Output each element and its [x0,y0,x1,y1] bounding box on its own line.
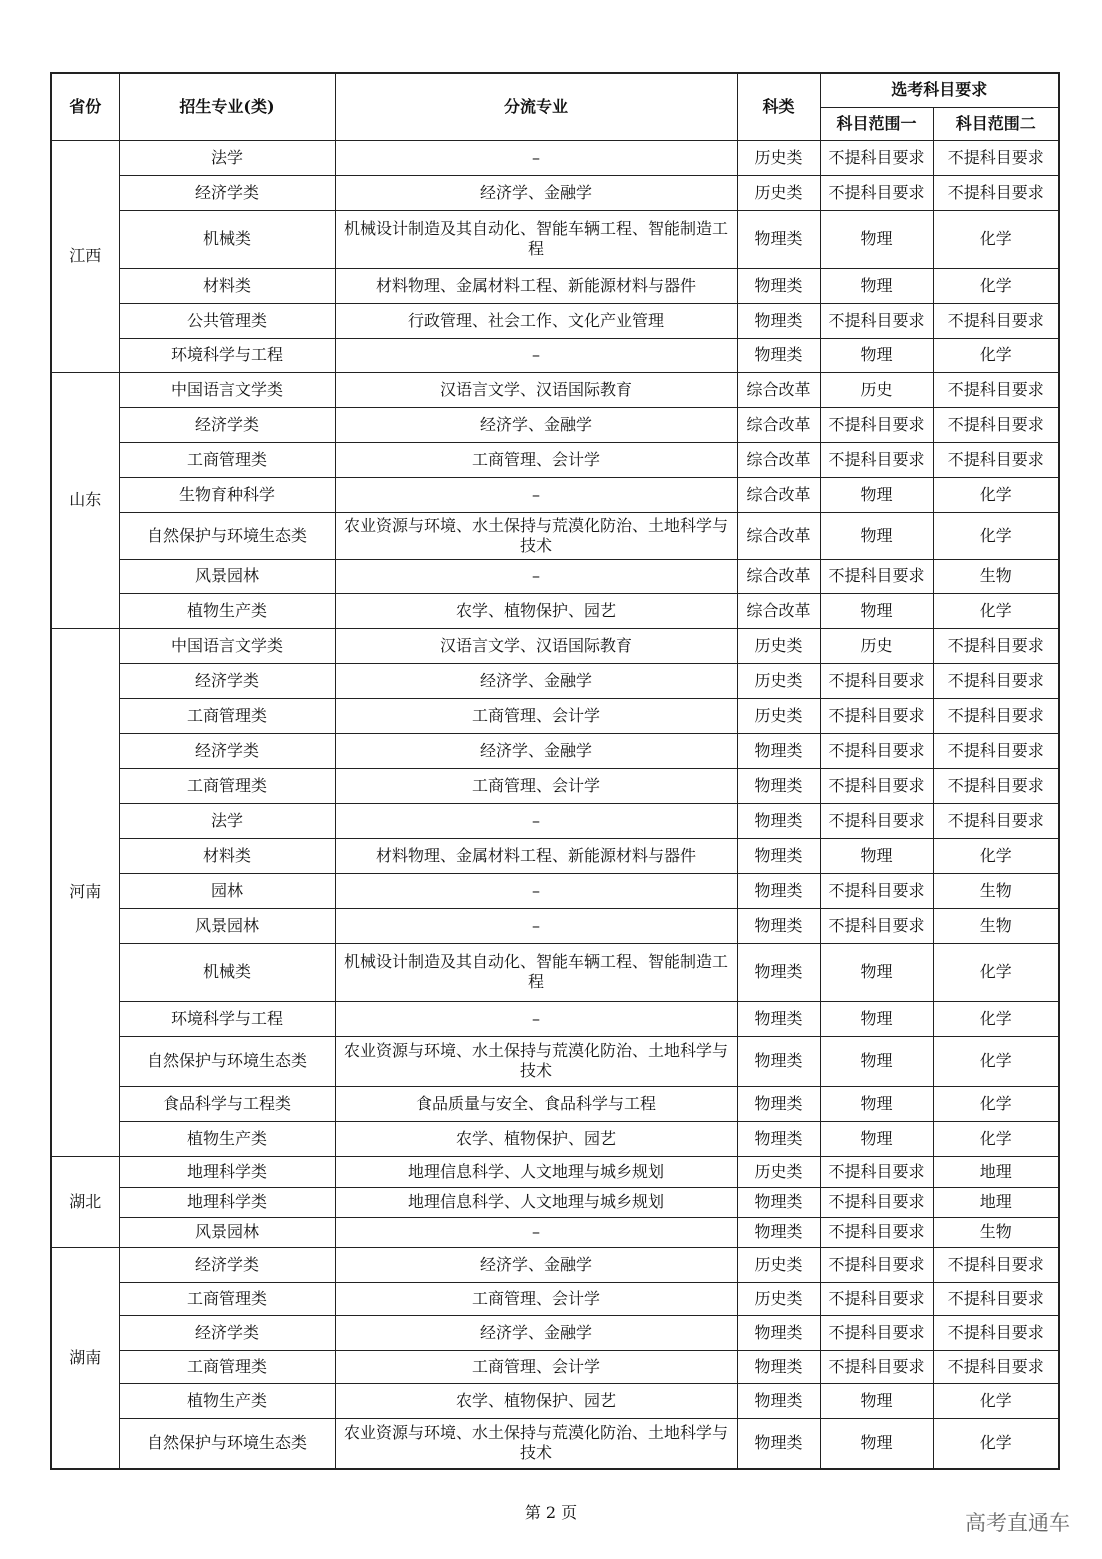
table-row [51,1036,1059,1086]
table-row [51,1086,1059,1121]
table-row [51,175,1059,210]
range-one-cell: 物理 [820,1383,933,1418]
category-cell: 历史类 [737,1282,820,1315]
admission-requirements-table [50,72,1060,1470]
range-one-cell: 不提科目要求 [820,1187,933,1217]
table-row [51,338,1059,372]
branch-cell: 地理信息科学、人文地理与城乡规划 [335,1156,737,1187]
major-cell: 法学 [119,140,335,175]
category-cell: 历史类 [737,140,820,175]
range-two-cell: 化学 [933,593,1059,628]
header-branch: 分流专业 [335,73,737,140]
province-cell: 湖南 [51,1247,119,1469]
category-cell: 综合改革 [737,512,820,559]
header-subject-group: 选考科目要求 [820,73,1059,107]
range-one-cell: 物理 [820,838,933,873]
header-category: 科类 [737,73,820,140]
range-one-cell: 不提科目要求 [820,407,933,442]
branch-cell: – [335,1217,737,1247]
major-cell: 风景园林 [119,908,335,943]
table-row [51,698,1059,733]
branch-cell: – [335,803,737,838]
range-one-cell: 不提科目要求 [820,698,933,733]
branch-cell: 行政管理、社会工作、文化产业管理 [335,303,737,338]
major-cell: 风景园林 [119,1217,335,1247]
major-cell: 地理科学类 [119,1187,335,1217]
table-row [51,593,1059,628]
major-cell: 环境科学与工程 [119,338,335,372]
table-row [51,140,1059,175]
range-two-cell: 不提科目要求 [933,698,1059,733]
range-two-cell: 生物 [933,1217,1059,1247]
major-cell: 工商管理类 [119,698,335,733]
major-cell: 工商管理类 [119,1282,335,1315]
branch-cell: 经济学、金融学 [335,1315,737,1350]
category-cell: 物理类 [737,943,820,1001]
major-cell: 机械类 [119,210,335,268]
range-two-cell: 不提科目要求 [933,372,1059,407]
category-cell: 综合改革 [737,407,820,442]
range-two-cell: 不提科目要求 [933,1315,1059,1350]
range-one-cell: 物理 [820,477,933,512]
major-cell: 环境科学与工程 [119,1001,335,1036]
table-row [51,1187,1059,1217]
major-cell: 食品科学与工程类 [119,1086,335,1121]
province-cell: 江西 [51,140,119,372]
category-cell: 物理类 [737,908,820,943]
branch-cell: 地理信息科学、人文地理与城乡规划 [335,1187,737,1217]
category-cell: 历史类 [737,663,820,698]
major-cell: 自然保护与环境生态类 [119,1036,335,1086]
range-one-cell: 不提科目要求 [820,442,933,477]
category-cell: 综合改革 [737,477,820,512]
range-two-cell: 不提科目要求 [933,407,1059,442]
header-major: 招生专业(类) [119,73,335,140]
table-row [51,210,1059,268]
category-cell: 物理类 [737,1086,820,1121]
category-cell: 综合改革 [737,559,820,593]
major-cell: 生物育种科学 [119,477,335,512]
range-two-cell: 化学 [933,268,1059,303]
major-cell: 公共管理类 [119,303,335,338]
branch-cell: 农业资源与环境、水土保持与荒漠化防治、土地科学与技术 [335,512,737,559]
range-one-cell: 物理 [820,1036,933,1086]
range-two-cell: 化学 [933,1121,1059,1156]
table-row [51,908,1059,943]
range-two-cell: 化学 [933,1036,1059,1086]
range-one-cell: 不提科目要求 [820,873,933,908]
major-cell: 植物生产类 [119,1121,335,1156]
category-cell: 历史类 [737,628,820,663]
range-one-cell: 物理 [820,268,933,303]
header-range-one: 科目范围一 [820,107,933,140]
table-row [51,1217,1059,1247]
major-cell: 法学 [119,803,335,838]
category-cell: 物理类 [737,1383,820,1418]
table-row [51,1350,1059,1383]
branch-cell: – [335,140,737,175]
major-cell: 植物生产类 [119,593,335,628]
table-row [51,442,1059,477]
range-one-cell: 不提科目要求 [820,1350,933,1383]
branch-cell: – [335,873,737,908]
table-row [51,303,1059,338]
range-two-cell: 不提科目要求 [933,140,1059,175]
header-range-two: 科目范围二 [933,107,1059,140]
branch-cell: – [335,559,737,593]
branch-cell: 工商管理、会计学 [335,442,737,477]
range-two-cell: 不提科目要求 [933,1282,1059,1315]
range-one-cell: 物理 [820,210,933,268]
range-one-cell: 历史 [820,628,933,663]
branch-cell: 工商管理、会计学 [335,1282,737,1315]
branch-cell: 经济学、金融学 [335,407,737,442]
branch-cell: 汉语言文学、汉语国际教育 [335,372,737,407]
major-cell: 材料类 [119,838,335,873]
category-cell: 物理类 [737,303,820,338]
range-two-cell: 不提科目要求 [933,175,1059,210]
range-two-cell: 生物 [933,873,1059,908]
category-cell: 物理类 [737,1121,820,1156]
range-two-cell: 地理 [933,1187,1059,1217]
branch-cell: 食品质量与安全、食品科学与工程 [335,1086,737,1121]
range-one-cell: 物理 [820,943,933,1001]
table-row [51,268,1059,303]
major-cell: 中国语言文学类 [119,628,335,663]
range-one-cell: 物理 [820,1001,933,1036]
range-one-cell: 不提科目要求 [820,559,933,593]
range-two-cell: 不提科目要求 [933,733,1059,768]
range-one-cell: 不提科目要求 [820,908,933,943]
range-one-cell: 物理 [820,1418,933,1469]
major-cell: 材料类 [119,268,335,303]
range-one-cell: 不提科目要求 [820,1282,933,1315]
major-cell: 经济学类 [119,1247,335,1282]
branch-cell: 农业资源与环境、水土保持与荒漠化防治、土地科学与技术 [335,1418,737,1469]
major-cell: 地理科学类 [119,1156,335,1187]
table-row [51,803,1059,838]
range-two-cell: 化学 [933,338,1059,372]
range-one-cell: 不提科目要求 [820,1217,933,1247]
range-one-cell: 物理 [820,1086,933,1121]
category-cell: 历史类 [737,1156,820,1187]
table-row [51,628,1059,663]
branch-cell: 农业资源与环境、水土保持与荒漠化防治、土地科学与技术 [335,1036,737,1086]
range-one-cell: 不提科目要求 [820,1247,933,1282]
table-row [51,663,1059,698]
header-province: 省份 [51,73,119,140]
major-cell: 工商管理类 [119,1350,335,1383]
range-one-cell: 物理 [820,512,933,559]
table-row [51,768,1059,803]
range-two-cell: 化学 [933,838,1059,873]
major-cell: 植物生产类 [119,1383,335,1418]
category-cell: 物理类 [737,1315,820,1350]
range-two-cell: 不提科目要求 [933,628,1059,663]
major-cell: 中国语言文学类 [119,372,335,407]
province-cell: 河南 [51,628,119,1156]
table-row [51,559,1059,593]
category-cell: 物理类 [737,1217,820,1247]
branch-cell: 经济学、金融学 [335,175,737,210]
category-cell: 物理类 [737,338,820,372]
table-row [51,943,1059,1001]
range-two-cell: 化学 [933,943,1059,1001]
branch-cell: 材料物理、金属材料工程、新能源材料与器件 [335,268,737,303]
table-row [51,733,1059,768]
range-two-cell: 不提科目要求 [933,803,1059,838]
range-one-cell: 不提科目要求 [820,803,933,838]
table-row [51,838,1059,873]
category-cell: 物理类 [737,1036,820,1086]
range-one-cell: 物理 [820,593,933,628]
range-one-cell: 不提科目要求 [820,140,933,175]
range-two-cell: 不提科目要求 [933,768,1059,803]
range-two-cell: 化学 [933,1086,1059,1121]
category-cell: 物理类 [737,210,820,268]
table-row [51,477,1059,512]
category-cell: 物理类 [737,1418,820,1469]
table-row [51,1001,1059,1036]
range-one-cell: 不提科目要求 [820,1156,933,1187]
range-one-cell: 不提科目要求 [820,663,933,698]
table-row [51,1247,1059,1282]
branch-cell: 汉语言文学、汉语国际教育 [335,628,737,663]
branch-cell: 经济学、金融学 [335,1247,737,1282]
category-cell: 物理类 [737,1001,820,1036]
major-cell: 风景园林 [119,559,335,593]
category-cell: 综合改革 [737,372,820,407]
branch-cell: 机械设计制造及其自动化、智能车辆工程、智能制造工程 [335,210,737,268]
major-cell: 经济学类 [119,407,335,442]
category-cell: 物理类 [737,733,820,768]
table-row [51,1156,1059,1187]
watermark: 高考直通车 [965,1511,1070,1535]
range-two-cell: 化学 [933,477,1059,512]
category-cell: 历史类 [737,1247,820,1282]
table-row [51,1315,1059,1350]
range-two-cell: 不提科目要求 [933,1350,1059,1383]
range-two-cell: 化学 [933,1383,1059,1418]
major-cell: 经济学类 [119,663,335,698]
branch-cell: – [335,477,737,512]
category-cell: 历史类 [737,175,820,210]
branch-cell: 机械设计制造及其自动化、智能车辆工程、智能制造工程 [335,943,737,1001]
range-one-cell: 物理 [820,1121,933,1156]
category-cell: 综合改革 [737,442,820,477]
table-row [51,512,1059,559]
category-cell: 物理类 [737,768,820,803]
range-two-cell: 化学 [933,512,1059,559]
range-two-cell: 不提科目要求 [933,1247,1059,1282]
table-body [51,140,1059,1469]
branch-cell: 工商管理、会计学 [335,768,737,803]
range-one-cell: 物理 [820,338,933,372]
table-row [51,372,1059,407]
branch-cell: 经济学、金融学 [335,663,737,698]
category-cell: 物理类 [737,1350,820,1383]
range-one-cell: 不提科目要求 [820,175,933,210]
category-cell: 物理类 [737,838,820,873]
table-row [51,1418,1059,1469]
range-two-cell: 地理 [933,1156,1059,1187]
range-one-cell: 不提科目要求 [820,1315,933,1350]
range-two-cell: 化学 [933,210,1059,268]
category-cell: 历史类 [737,698,820,733]
range-two-cell: 不提科目要求 [933,663,1059,698]
page-number: 第 2 页 [524,1503,578,1522]
table-row [51,873,1059,908]
branch-cell: – [335,1001,737,1036]
province-cell: 湖北 [51,1156,119,1247]
major-cell: 经济学类 [119,733,335,768]
branch-cell: 材料物理、金属材料工程、新能源材料与器件 [335,838,737,873]
branch-cell: 经济学、金融学 [335,733,737,768]
major-cell: 工商管理类 [119,768,335,803]
branch-cell: – [335,908,737,943]
table-row [51,1383,1059,1418]
table-header [51,73,1059,140]
major-cell: 经济学类 [119,1315,335,1350]
branch-cell: 农学、植物保护、园艺 [335,1383,737,1418]
table-row [51,407,1059,442]
branch-cell: 工商管理、会计学 [335,698,737,733]
major-cell: 园林 [119,873,335,908]
range-two-cell: 化学 [933,1001,1059,1036]
major-cell: 自然保护与环境生态类 [119,1418,335,1469]
category-cell: 物理类 [737,803,820,838]
range-two-cell: 生物 [933,908,1059,943]
branch-cell: – [335,338,737,372]
major-cell: 机械类 [119,943,335,1001]
table-row [51,1282,1059,1315]
range-two-cell: 生物 [933,559,1059,593]
major-cell: 工商管理类 [119,442,335,477]
table-row [51,1121,1059,1156]
category-cell: 物理类 [737,873,820,908]
range-two-cell: 不提科目要求 [933,442,1059,477]
branch-cell: 农学、植物保护、园艺 [335,593,737,628]
range-two-cell: 化学 [933,1418,1059,1469]
category-cell: 物理类 [737,1187,820,1217]
major-cell: 经济学类 [119,175,335,210]
range-one-cell: 不提科目要求 [820,303,933,338]
category-cell: 物理类 [737,268,820,303]
major-cell: 自然保护与环境生态类 [119,512,335,559]
range-two-cell: 不提科目要求 [933,303,1059,338]
range-one-cell: 不提科目要求 [820,768,933,803]
category-cell: 综合改革 [737,593,820,628]
range-one-cell: 不提科目要求 [820,733,933,768]
range-one-cell: 历史 [820,372,933,407]
branch-cell: 工商管理、会计学 [335,1350,737,1383]
branch-cell: 农学、植物保护、园艺 [335,1121,737,1156]
province-cell: 山东 [51,372,119,628]
